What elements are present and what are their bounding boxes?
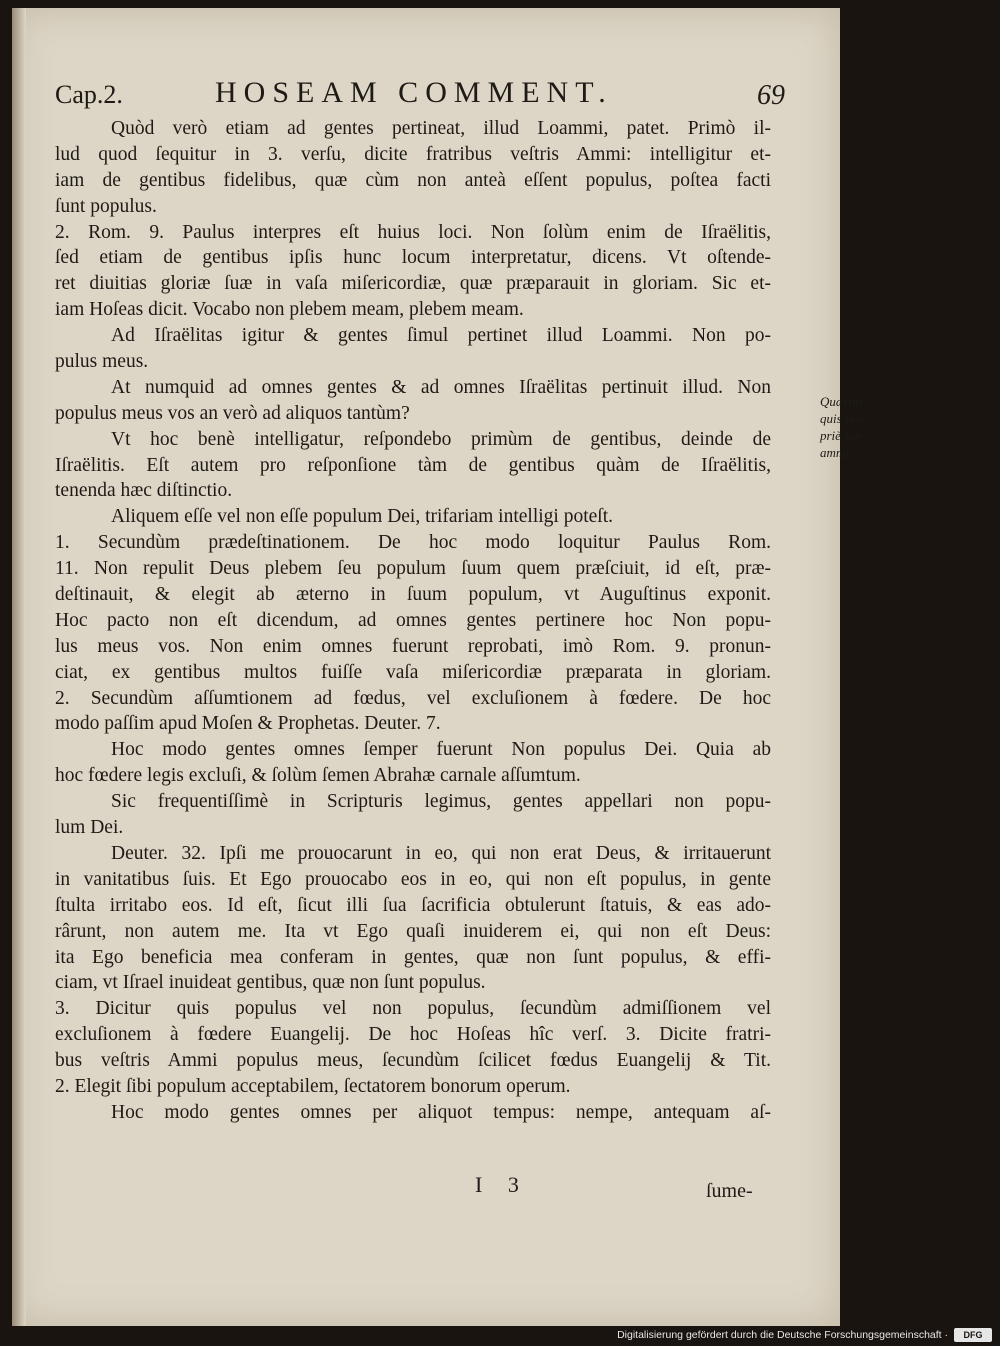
text-line: ſed etiam de gentibus ipſis hunc locum interpretatur, dicens. Vt oſtende- <box>55 247 771 269</box>
text-line: Vt hoc benè intelligatur, reſpondebo primùm de gentibus, deinde de <box>111 428 771 450</box>
text-line: At numquid ad omnes gentes & ad omnes Iſraëlitas pertinuit illud. Non <box>111 376 771 398</box>
margin-note-line: ammi. <box>820 445 853 460</box>
text-line: 1. Secundùm prædeſtinationem. De hoc modo loquitur Paulus Rom. <box>55 532 771 554</box>
margin-note-line: priè Lo- <box>820 428 863 443</box>
text-line: Sic frequentiſſimè in Scripturis legimus, gentes appellari non popu- <box>111 791 771 813</box>
text-line: hoc fœdere legis excluſi, & ſolùm ſemen Abrahæ carnale aſſumtum. <box>55 765 581 787</box>
running-title: HOSEAM COMMENT. <box>215 76 613 109</box>
page-number: 69 <box>757 80 785 111</box>
text-line: ciat, ex gentibus multos fuiſſe vaſa miſericordiæ præparata in gloriam. <box>55 661 771 683</box>
margin-note <box>820 393 867 461</box>
text-line: iam de gentibus fidelibus, quæ cùm non anteà eſſent populus, poſtea facti <box>55 169 771 191</box>
running-header <box>55 72 785 112</box>
text-line: Hoc pacto non eſt dicendum, ad omnes gentes pertinere hoc Non popu- <box>55 609 771 631</box>
text-line: Quòd verò etiam ad gentes pertineat, illud Loammi, patet. Primò il- <box>111 118 771 139</box>
body-text <box>55 116 771 1126</box>
text-line: Iſraëlitis. Eſt autem pro reſponſione tàm de gentibus quàm de Iſraëlitis, <box>55 454 771 476</box>
catchword: ſume- <box>706 1180 753 1202</box>
text-line: iam Hoſeas dicit. Vocabo non plebem meam, plebem meam. <box>55 299 524 321</box>
margin-note-line: quis pro- <box>820 411 867 426</box>
credit-text: Digitalisierung gefördert durch die Deutsche Forschungsgemeinschaft · <box>617 1329 948 1341</box>
text-line: populus meus vos an verò ad aliquos tantùm? <box>55 402 410 424</box>
text-line: ciam, vt Iſrael inuideat gentibus, quæ non ſunt populus. <box>55 972 486 994</box>
text-line: 11. Non repulit Deus plebem ſeu populum ſuum quem præſciuit, id eſt, præ- <box>55 558 771 580</box>
text-line: pulus meus. <box>55 351 149 373</box>
text-line: in vanitatibus ſuis. Et Ego prouocabo eos in eo, qui non eſt populus, in gente <box>55 868 771 890</box>
text-line: 2. Elegit ſibi populum acceptabilem, ſectatorem bonorum operum. <box>55 1075 571 1097</box>
text-line: Aliquem eſſe vel non eſſe populum Dei, trifariam intelligi poteſt. <box>111 506 614 528</box>
text-line: ret diuitias gloriæ ſuæ in vaſa miſericordiæ, quæ præparauit in gloriam. Sic et- <box>55 273 771 295</box>
dfg-logo: DFG <box>954 1328 992 1342</box>
margin-note-line: Quæſtio <box>820 394 862 409</box>
text-line: lud quod ſequitur in 3. verſu, dicite fratribus veſtris Ammi: intelligitur et- <box>55 143 771 165</box>
text-line: Ad Iſraëlitas igitur & gentes ſimul pertinet illud Loammi. Non po- <box>111 325 771 347</box>
text-line: excluſionem à fœdere Euangelij. De hoc Hoſeas hîc verſ. 3. Dicite fratri- <box>55 1024 771 1046</box>
text-line: 2. Rom. 9. Paulus interpres eſt huius loci. Non ſolùm enim de Iſraëlitis, <box>55 221 771 243</box>
text-line: ita Ego beneficia mea conferam in gentes, quæ non ſunt populus, & effi- <box>55 946 771 968</box>
chapter-label: Cap.2. <box>55 80 123 109</box>
text-line: modo paſſim apud Moſen & Prophetas. Deuter. 7. <box>55 713 441 735</box>
text-line: 2. Secundùm aſſumtionem ad fœdus, vel excluſionem à fœdere. De hoc <box>55 687 771 709</box>
page-spine-shadow <box>12 8 26 1326</box>
text-line: bus veſtris Ammi populus meus, ſecundùm ſcilicet fœdus Euangelij & Tit. <box>55 1050 771 1072</box>
text-line: ſtulta irritabo eos. Id eſt, ſicut illi ſua ſacrificia obtulerunt ſtatuis, & eas ado- <box>55 894 771 916</box>
text-line: deſtinauit, & elegit ab æterno in ſuum populum, vt Auguſtinus exponit. <box>55 584 771 606</box>
text-line: 3. Dicitur quis populus vel non populus, ſecundùm admiſſionem vel <box>55 998 771 1020</box>
text-line: ſunt populus. <box>55 195 157 217</box>
text-line: Hoc modo gentes omnes ſemper fuerunt Non populus Dei. Quia ab <box>111 739 771 761</box>
signature-mark: I 3 <box>475 1172 529 1197</box>
text-line: lus meus vos. Non enim omnes fuerunt reprobati, imò Rom. 9. pronun- <box>55 635 771 657</box>
credit-bar <box>0 1326 1000 1346</box>
text-line: lum Dei. <box>55 817 124 839</box>
text-line: Deuter. 32. Ipſi me prouocarunt in eo, qui non erat Deus, & irritauerunt <box>111 842 771 864</box>
text-line: Hoc modo gentes omnes per aliquot tempus: nempe, antequam aſ- <box>111 1101 771 1123</box>
text-line: tenenda hæc diſtinctio. <box>55 480 233 502</box>
text-line: rârunt, non autem me. Ita vt Ego quaſi inuiderem ei, qui non eſt Deus: <box>55 920 771 942</box>
